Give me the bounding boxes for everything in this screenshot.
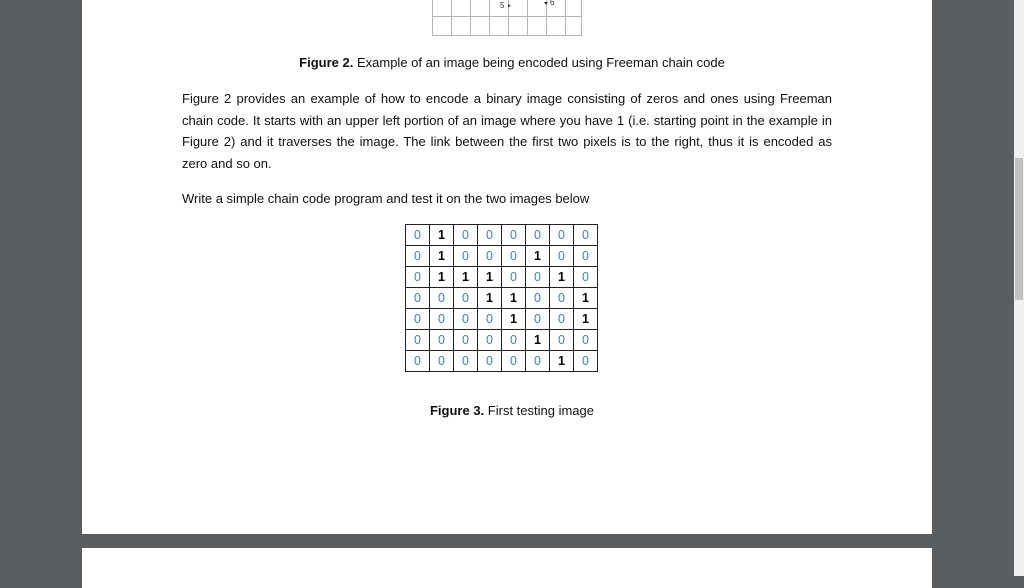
direction-label-5: 5 <box>500 1 505 10</box>
matrix-cell: 0 <box>526 288 550 309</box>
matrix-cell: 0 <box>454 330 478 351</box>
matrix-cell: 0 <box>574 267 598 288</box>
matrix-cell: 0 <box>550 225 574 246</box>
matrix-cell: 1 <box>454 267 478 288</box>
matrix-cell: 1 <box>478 288 502 309</box>
binary-image-matrix <box>405 224 598 372</box>
description-paragraph: Figure 2 provides an example of how to encode a binary image consisting of zeros and ones using Freeman chain code. It starts with an upper left portion of an image where you have 1 (i.e. starting point in the example in Figure 2) and it traverses the image. The link between the first two pixels is to the right, thus it is encoded as zero and so on. <box>182 91 832 171</box>
matrix-cell: 0 <box>478 225 502 246</box>
matrix-cell: 0 <box>550 288 574 309</box>
instruction-paragraph: Write a simple chain code program and test it on the two images below <box>182 191 590 206</box>
matrix-cell: 0 <box>454 351 478 372</box>
matrix-cell: 0 <box>550 246 574 267</box>
matrix-cell: 0 <box>502 267 526 288</box>
next-document-page <box>82 548 932 588</box>
matrix-row <box>406 309 598 330</box>
matrix-cell: 0 <box>406 288 430 309</box>
matrix-cell: 0 <box>430 309 454 330</box>
matrix-row <box>406 225 598 246</box>
matrix-cell: 0 <box>478 351 502 372</box>
vertical-scrollbar[interactable] <box>1014 0 1024 576</box>
matrix-cell: 0 <box>550 309 574 330</box>
matrix-cell: 0 <box>454 225 478 246</box>
matrix-cell: 0 <box>406 309 430 330</box>
matrix-row <box>406 267 598 288</box>
matrix-cell: 1 <box>430 225 454 246</box>
matrix-cell: 1 <box>526 330 550 351</box>
matrix-cell: 0 <box>526 351 550 372</box>
matrix-cell: 0 <box>406 246 430 267</box>
matrix-row <box>406 246 598 267</box>
figure-2-grid <box>432 0 582 36</box>
matrix-cell: 0 <box>550 330 574 351</box>
matrix-cell: 0 <box>478 309 502 330</box>
matrix-cell: 0 <box>406 225 430 246</box>
figure-2-label: Figure 2. <box>299 55 354 70</box>
figure-2-caption <box>0 55 1024 70</box>
direction-label-6: 6 <box>550 0 555 7</box>
matrix-cell: 1 <box>430 246 454 267</box>
matrix-cell: 1 <box>550 351 574 372</box>
figure-3-label: Figure 3. <box>429 403 485 418</box>
matrix-cell: 0 <box>478 330 502 351</box>
matrix-cell: 0 <box>454 309 478 330</box>
matrix-cell: 0 <box>406 267 430 288</box>
matrix-cell: 0 <box>502 225 526 246</box>
matrix-cell: 0 <box>454 246 478 267</box>
matrix-cell: 0 <box>502 330 526 351</box>
matrix-cell: 0 <box>574 351 598 372</box>
matrix-cell: 0 <box>574 225 598 246</box>
matrix-cell: 1 <box>502 288 526 309</box>
matrix-cell: 0 <box>478 246 502 267</box>
matrix-cell: 0 <box>526 309 550 330</box>
scrollbar-thumb[interactable] <box>1015 158 1023 300</box>
figure-3-caption-text: First testing image <box>484 403 594 418</box>
matrix-cell: 1 <box>502 309 526 330</box>
figure-2-caption-text: Example of an image being encoded using Freeman chain code <box>353 55 725 70</box>
matrix-cell: 1 <box>574 288 598 309</box>
matrix-cell: 0 <box>430 288 454 309</box>
matrix-cell: 0 <box>502 351 526 372</box>
matrix-cell: 0 <box>406 351 430 372</box>
matrix-row <box>406 351 598 372</box>
matrix-cell: 1 <box>526 246 550 267</box>
matrix-row <box>406 330 598 351</box>
matrix-cell: 0 <box>526 225 550 246</box>
matrix-cell: 1 <box>574 309 598 330</box>
matrix-cell: 0 <box>430 330 454 351</box>
matrix-row <box>406 288 598 309</box>
matrix-cell: 0 <box>406 330 430 351</box>
matrix-cell: 0 <box>454 288 478 309</box>
matrix-cell: 0 <box>574 330 598 351</box>
figure-3-caption <box>0 403 1024 418</box>
matrix-cell: 1 <box>478 267 502 288</box>
matrix-cell: 1 <box>550 267 574 288</box>
matrix-cell: 1 <box>430 267 454 288</box>
matrix-cell: 0 <box>526 267 550 288</box>
matrix-cell: 0 <box>502 246 526 267</box>
matrix-cell: 0 <box>430 351 454 372</box>
matrix-cell: 0 <box>574 246 598 267</box>
